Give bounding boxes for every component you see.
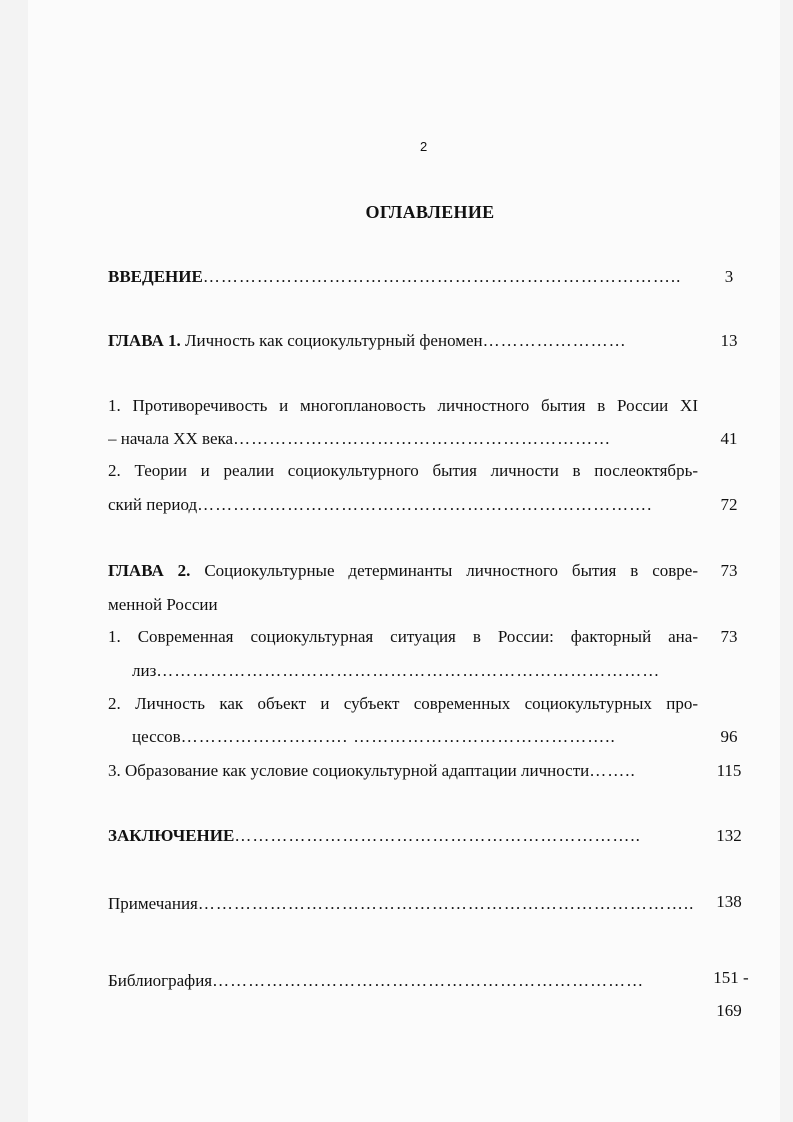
toc-entry-text: лиз [132, 661, 157, 680]
toc-page-number-cont: 169 [716, 1001, 742, 1020]
leader-dots: ……………………………………………………… [233, 429, 612, 448]
toc-entry-text: – начала XX века [108, 429, 234, 448]
toc-label: ВВЕДЕНИЕ [108, 267, 203, 286]
toc-page-number: 41 [720, 429, 738, 448]
toc-page-number: 151 - [713, 968, 749, 987]
leader-dots: ……………………………………………………………… [212, 971, 645, 990]
toc-entry-text: цессов [132, 727, 181, 746]
toc-label: Библиография [108, 971, 213, 990]
toc-page-number: 72 [720, 495, 738, 514]
toc-entry-2-1-line1[interactable]: 1. Современная социокультурная ситуация в России: факторный ана- [108, 627, 698, 646]
toc-page-number: 3 [724, 267, 734, 286]
toc-page-number: 73 [720, 561, 738, 580]
page-title: ОГЛАВЛЕНИЕ [365, 202, 495, 222]
toc-entry-2-2-line1[interactable]: 2. Личность как объект и субъект современных социокультурных про- [108, 694, 698, 713]
toc-entry-introduction[interactable] [108, 266, 698, 288]
toc-page-number: 73 [720, 627, 738, 646]
toc-entry-chapter-2-line1[interactable] [108, 560, 698, 582]
toc-page-number: 96 [720, 727, 738, 746]
toc-entry-1-1-line1[interactable]: 1. Противоречивость и многоплановость личностного бытия в России XI [108, 396, 698, 415]
toc-page-number: 115 [716, 761, 742, 780]
toc-entry-notes[interactable] [108, 893, 698, 915]
toc-entry-2-3[interactable] [108, 760, 698, 782]
chapter-label: ГЛАВА 1. [108, 331, 181, 350]
toc-label: ЗАКЛЮЧЕНИЕ [108, 826, 235, 845]
toc-entry-chapter-2-line2[interactable]: менной России [108, 595, 218, 614]
toc-entry-2-2-line2[interactable] [132, 726, 692, 748]
chapter-label: ГЛАВА 2. [108, 561, 191, 580]
toc-page-number: 13 [720, 331, 738, 350]
leader-dots: …………………………………………………………………. [197, 495, 653, 514]
leader-dots: ………………………. …………………………………….. [180, 727, 616, 746]
toc-page-number: 138 [716, 892, 742, 911]
toc-entry-2-1-line2[interactable] [132, 660, 692, 682]
toc-entry-1-1-line2[interactable] [108, 428, 698, 450]
leader-dots: ………………………………………………………………………… [156, 661, 661, 680]
toc-label: Примечания [108, 894, 198, 913]
toc-entry-1-2-line2[interactable] [108, 494, 698, 516]
chapter-title: Социокультурные детерминанты личностного бытия в совре- [190, 561, 698, 580]
page-number: 2 [420, 139, 428, 154]
toc-entry-1-2-line1[interactable]: 2. Теории и реалии социокультурного бытия личности в послеоктябрь- [108, 461, 698, 480]
leader-dots: ………………………………………………………….. [234, 826, 641, 845]
toc-entry-bibliography[interactable] [108, 970, 698, 992]
leader-dots: …….. [589, 761, 636, 780]
toc-page-number: 132 [716, 826, 742, 845]
toc-entry-text: ский период [108, 495, 198, 514]
toc-entry-text: 3. Образование как условие социокультурной адаптации личности [108, 761, 590, 780]
toc-entry-conclusion[interactable] [108, 825, 698, 847]
leader-dots: ……………………………………………………………………….. [197, 894, 695, 913]
chapter-title: Личность как социокультурный феномен [180, 331, 483, 350]
leader-dots: …………………………………………………………………….. [202, 267, 682, 286]
toc-entry-chapter-1[interactable] [108, 330, 698, 352]
leader-dots: …………………… [482, 331, 627, 350]
